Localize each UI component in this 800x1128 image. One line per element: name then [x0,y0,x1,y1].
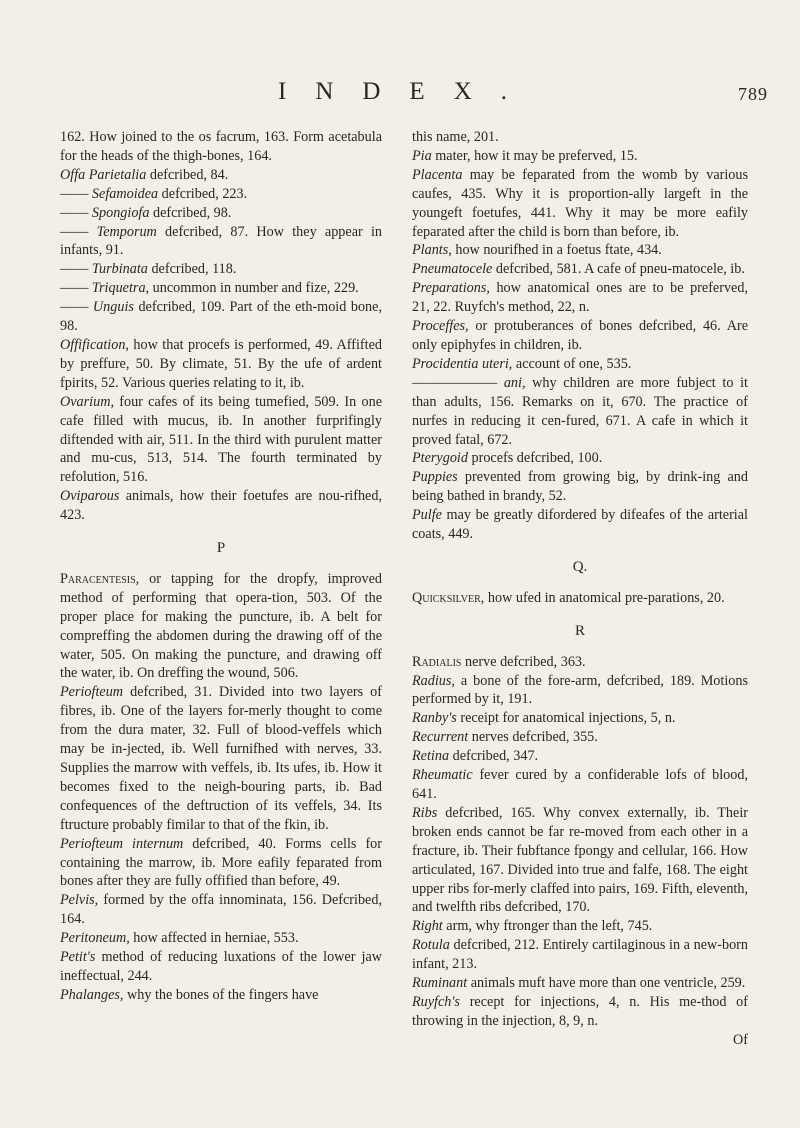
entry-text: defcribed, 98. [149,204,232,221]
entry-text: defcribed, 347. [449,748,539,765]
catchword-line [412,1031,748,1050]
index-entry [60,487,382,525]
entry-text: may be greatly difordered by difeafes of the arterial coats, 449. [412,507,748,543]
index-entry [412,804,748,917]
entry-text: how nourifhed in a foetus ftate, 434. [451,242,662,259]
entry-text: nerves defcribed, 355. [468,729,598,746]
entry-term: ani, [503,374,526,391]
entry-term: Ranby's [412,710,457,727]
entry-text: how anatomical ones are to be preferved, 21, 22. Ruyfch's method, 22, n. [412,280,748,316]
index-entry [412,672,748,710]
entry-text: why the bones of the fingers have [123,986,319,1003]
entry-text: defcribed, 223. [158,185,248,202]
entry-text: defcribed, 84. [146,166,229,183]
entry-text: or tapping for the dropfy, improved method of performing that opera-tion, 503. Of the proper place for making the puncture, ib. A belt for compreffing the abdomen during the drawing off of the water, 505. On making the puncture, and drawing off the water, ib. On dreffing the wound, 506. [60,570,382,682]
q-entries [412,589,748,608]
entry-text: defcribed, 109. Part of the eth-moid bone, 98. [60,299,382,335]
catchword: Of [733,1031,748,1048]
entry-text: recept for injections, 4, n. His me-thod of throwing in the injection, 8, 9, n. [412,993,748,1029]
index-entry [60,891,382,929]
index-entry [412,728,748,747]
entry-term: Paracentesis, [60,570,140,587]
entry-text: mater, how it may be preferved, 15. [431,147,638,164]
index-entry [60,835,382,892]
index-entry [412,709,748,728]
entry-dash: —— [60,204,92,221]
entry-term: Preparations, [412,280,490,297]
entry-term: Turbinata [91,261,148,278]
entry-term: Petit's [60,949,96,966]
index-entry [60,986,382,1005]
index-entry [60,279,382,298]
entry-dash: —— [60,299,93,316]
entry-dash: —— [60,185,92,202]
index-entry [412,506,748,544]
index-entry [60,393,382,488]
entry-text: defcribed, 165. Why convex externally, ib. Their broken ends cannot be far re-moved from each other in a fracture, ib. Their fubftance fpongy and cellular, 166. How articulated, 167. Divided into true and falfe, 168. The eight upper ribs for-merly claffed into pairs, 169. Fifth, eleventh, and twelfth ribs defcribed, 170. [412,804,748,916]
entry-term: Pterygoid [412,450,468,467]
entry-text: fever cured by a confiderable lofs of blood, 641. [412,767,748,802]
section-letter-q: Q. [572,558,588,575]
entry-term: Procidentia uteri, [412,355,513,372]
index-entry [412,747,748,766]
entry-term: Recurrent [412,729,469,746]
page-number: 789 [738,84,768,104]
entry-text: defcribed, 31. Divided into two layers of fibres, ib. One of the layers for-merly thought to come from the dura mater, 32. Full of blood-veffels which may be in-jected, ib. Well furnifhed with nerves, 33. Supplies the marrow with veffels, ib. Its ufes, ib. How it becomes fixed to the neigh-bouring parts, ib. Bad confequences of the deftruction of its veffels, 34. Its ftructure probably fimilar to that of the fkin, ib. [60,684,382,833]
entry-term: Peritoneum, [60,930,130,947]
entry-text: formed by the offa innominata, 156. Defcribed, 164. [60,892,382,928]
entry-dash: —————— [412,374,504,391]
entry-term: Pulfe [412,507,442,524]
entry-text: defcribed, 40. Forms cells for containing the marrow, ib. More eafily feparated from bones after they are fully offified than before, 49. [60,835,382,890]
entry-term: Offa Parietalia [60,166,147,183]
entry-term: Temporum [96,223,157,240]
entry-dash: —— [60,280,92,297]
index-entry [60,929,382,948]
entry-text: or protuberances of bones defcribed, 46. Are only epiphyfes in children, ib. [412,318,748,353]
entry-dash: —— [60,223,97,240]
entry-term: Quicksilver, [412,589,485,606]
entry-term: Spongiofa [91,204,150,221]
index-entry [60,336,382,393]
entry-term: Triquetra, [91,280,150,297]
index-entry [60,204,382,223]
entry-text: account of one, 535. [512,355,632,372]
left-top-entries [60,128,382,525]
index-entry [412,355,748,374]
index-entry [412,128,748,147]
entry-text: defcribed, 118. [147,261,237,278]
entry-dash: —— [60,261,92,278]
entry-text: a bone of the fore-arm, defcribed, 189. Motions performed by it, 191. [412,672,748,708]
index-entry [412,468,748,506]
index-entry [412,589,748,608]
index-entry [412,653,748,672]
entry-term: Ovarium, [60,393,114,410]
index-entry [412,166,748,242]
entry-text: arm, why ftronger than the left, 745. [442,918,653,935]
entry-term: Right [412,918,443,935]
entry-text: prevented from growing big, by drink-ing and being bathed in brandy, 52. [412,469,748,505]
p-entries [60,570,382,1005]
entry-text: receipt for anatomical injections, 5, n. [456,710,676,727]
entry-term: Radius, [412,672,455,689]
entry-term: Puppies [412,469,458,486]
entry-term: Proceffes, [412,318,469,335]
entry-term: Pelvis, [60,892,99,909]
entry-term: Sefamoidea [91,185,159,202]
page-header [0,78,800,118]
index-entry [60,683,382,834]
index-entry [60,223,382,261]
running-title: INDEX. [278,78,537,105]
entry-text: how ufed in anatomical pre-parations, 20. [484,589,725,606]
entry-text: animals muft have more than one ventricle, 259. [467,975,746,992]
index-entry [60,185,382,204]
entry-term: Retina [412,748,450,765]
index-entry [412,317,748,355]
index-entry [60,298,382,336]
section-letter-r: R [574,622,585,639]
index-entry [412,449,748,468]
entry-text: this name, 201. [412,129,499,145]
entry-term: Periofteum internum [60,835,184,852]
index-entry [412,279,748,317]
entry-text: how affected in herniae, 553. [129,930,299,947]
index-entry [412,147,748,166]
index-entry [60,128,382,166]
entry-term: Placenta [412,166,463,183]
entry-text: defcribed, 581. A cafe of pneu-matocele, ib. [492,261,745,278]
index-entry [412,260,748,279]
entry-text: 162. How joined to the os facrum, 163. Form acetabula for the heads of the thigh-bones, 164. [60,129,382,164]
entry-term: Phalanges, [60,986,124,1003]
entry-term: Ribs [412,804,438,821]
index-entry [60,166,382,185]
entry-text: animals, how their foetufes are nou-rifhed, 423. [60,488,382,524]
index-entry [412,993,748,1031]
index-entry [60,948,382,986]
index-entry [412,936,748,974]
index-entry [60,260,382,279]
left-column [60,128,382,1005]
entry-term: Pia [412,147,432,164]
entry-term: Periofteum [60,684,124,701]
entry-term: Radialis [412,653,462,670]
index-entry [412,241,748,260]
entry-term: Ruyfch's [412,993,460,1010]
index-entry [412,974,748,993]
entry-text: nerve defcribed, 363. [461,653,586,670]
index-entry [60,570,382,683]
entry-text: defcribed, 87. How they appear in infants, 91. [60,223,382,259]
entry-text: may be feparated from the womb by various caufes, 435. Why it is proportion-ally largeft in the youngeft foetufes, 441. Why it may be more eafily feparated after the child is born than before, ib. [412,166,748,240]
entry-text: method of reducing luxations of the lower jaw ineffectual, 244. [60,949,382,984]
entry-term: Ruminant [412,975,468,992]
index-entry [412,766,748,804]
index-entry [412,917,748,936]
section-letter-p: P [216,540,226,557]
entry-text: defcribed, 212. Entirely cartilaginous in a new-born infant, 213. [412,937,748,973]
entry-term: Offification, [60,336,129,353]
entry-text: how that procefs is performed, 49. Affifted by preffure, 50. By climate, 51. By the ufe of ardent fpirits, 52. Various queries relating to it, ib. [60,336,382,391]
entry-text: why children are more fubject to it than adults, 156. Remarks on it, 670. The practice of nurfes in reducing it cen-fured, 671. A cafe in which it proved fatal, 672. [412,374,748,448]
entry-term: Unguis [92,299,134,316]
index-entry [412,374,748,450]
entry-term: Rheumatic [412,767,473,784]
right-top-entries [412,128,748,544]
entry-text: four cafes of its being tumefied, 509. In one cafe filled with mucus, ib. In another furprifingly diftended with air, 511. In the third with purulent matter and mu-cus, 513, 514. The fourth terminated by refolution, 516. [60,393,382,486]
r-entries [412,653,748,1031]
entry-term: Plants, [412,242,452,259]
entry-term: Pneumatocele [412,261,493,278]
right-column [412,128,748,1050]
entry-term: Rotula [412,937,450,954]
entry-text: uncommon in number and fize, 229. [149,280,359,297]
entry-text: procefs defcribed, 100. [467,450,603,467]
entry-term: Oviparous [60,488,120,505]
